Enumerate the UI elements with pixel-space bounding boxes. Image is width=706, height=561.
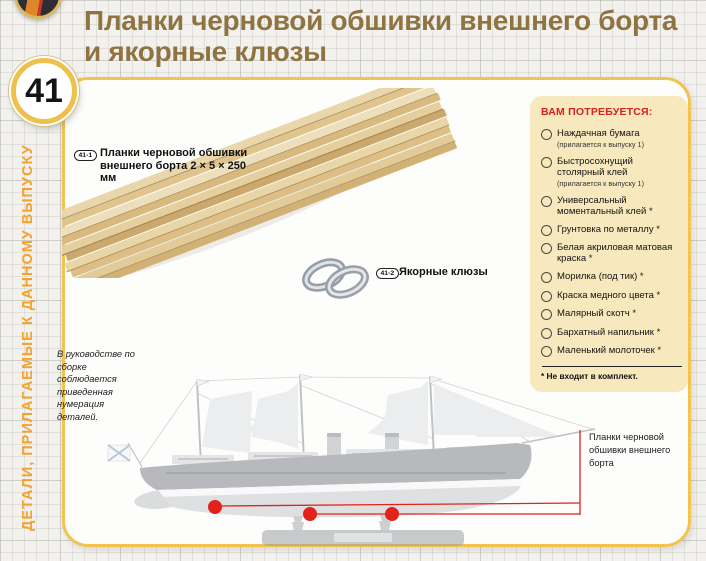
need-item <box>541 195 680 217</box>
need-item-note: (прилагается к выпуску 1) <box>557 178 645 188</box>
checkbox-circle-icon <box>541 346 552 357</box>
need-item <box>541 128 680 149</box>
you-will-need-header: ВАМ ПОТРЕБУЕТСЯ: <box>541 106 653 118</box>
series-logo-icon <box>14 0 62 19</box>
need-item <box>541 271 680 283</box>
page-title-line2: и якорные клюзы <box>84 36 327 67</box>
need-item <box>541 308 680 320</box>
checkbox-circle-icon <box>541 129 552 140</box>
you-will-need-box <box>530 96 688 392</box>
need-item-label: Малярный скотч * <box>557 308 637 320</box>
issue-number-badge <box>11 58 77 124</box>
need-item-label: Белая акриловая матовая краска * <box>557 242 673 265</box>
need-item <box>541 345 680 357</box>
need-footnote: * Не входит в комплект. <box>541 371 638 382</box>
ship-callout-label: Планки черновой обшивки внешнего борта <box>589 432 671 469</box>
need-item <box>541 242 680 264</box>
numbering-note: В руководстве по сборке соблюдается приведенная нумерация деталей. <box>57 349 135 422</box>
need-item <box>541 156 680 189</box>
part-41-1-badge: 41-1 <box>74 150 97 161</box>
need-item-label: Маленький молоточек * <box>557 345 662 357</box>
anchor-hawse-rings-photo <box>300 252 380 308</box>
need-item-label: Краска медного цвета * <box>557 289 661 301</box>
need-item <box>541 290 680 302</box>
part-41-2-badge: 41-2 <box>376 268 399 279</box>
footnote-divider <box>542 366 682 367</box>
need-item <box>541 327 680 339</box>
need-item <box>541 224 680 236</box>
checkbox-circle-icon <box>541 328 552 339</box>
checkbox-circle-icon <box>541 291 552 302</box>
need-item-label: Морилка (под тик) * <box>557 271 644 283</box>
need-item-note: (прилагается к выпуску 1) <box>557 139 645 149</box>
issue-number: 41 <box>25 71 63 110</box>
checkbox-circle-icon <box>541 196 552 207</box>
need-item-label: Универсальный моментальный клей * <box>557 194 653 218</box>
checkbox-circle-icon <box>541 309 552 320</box>
page-title-line1: Планки черновой обшивки внешнего борта <box>84 5 678 36</box>
checkbox-circle-icon <box>541 157 552 168</box>
need-item-label: Грунтовка по металлу * <box>557 223 660 235</box>
need-item-label <box>557 156 680 189</box>
page-title <box>84 5 699 67</box>
need-item-label: Бархатный напильник * <box>557 326 661 338</box>
checkbox-circle-icon <box>541 225 552 236</box>
checkbox-circle-icon <box>541 272 552 283</box>
need-item-text: Быстросохнущий столярный клей <box>557 155 633 179</box>
need-item-text: Наждачная бумага <box>557 128 640 139</box>
part-41-1-label: Планки черновой обшивки внешнего борта 2 × 5 × 250 мм <box>100 147 248 184</box>
checkbox-circle-icon <box>541 243 552 254</box>
sidebar-vertical-label: ДЕТАЛИ, ПРИЛАГАЕМЫЕ К ДАННОМУ ВЫПУСКУ <box>20 144 36 531</box>
need-item-label <box>557 128 644 149</box>
part-41-2-label: Якорные клюзы <box>399 266 488 278</box>
